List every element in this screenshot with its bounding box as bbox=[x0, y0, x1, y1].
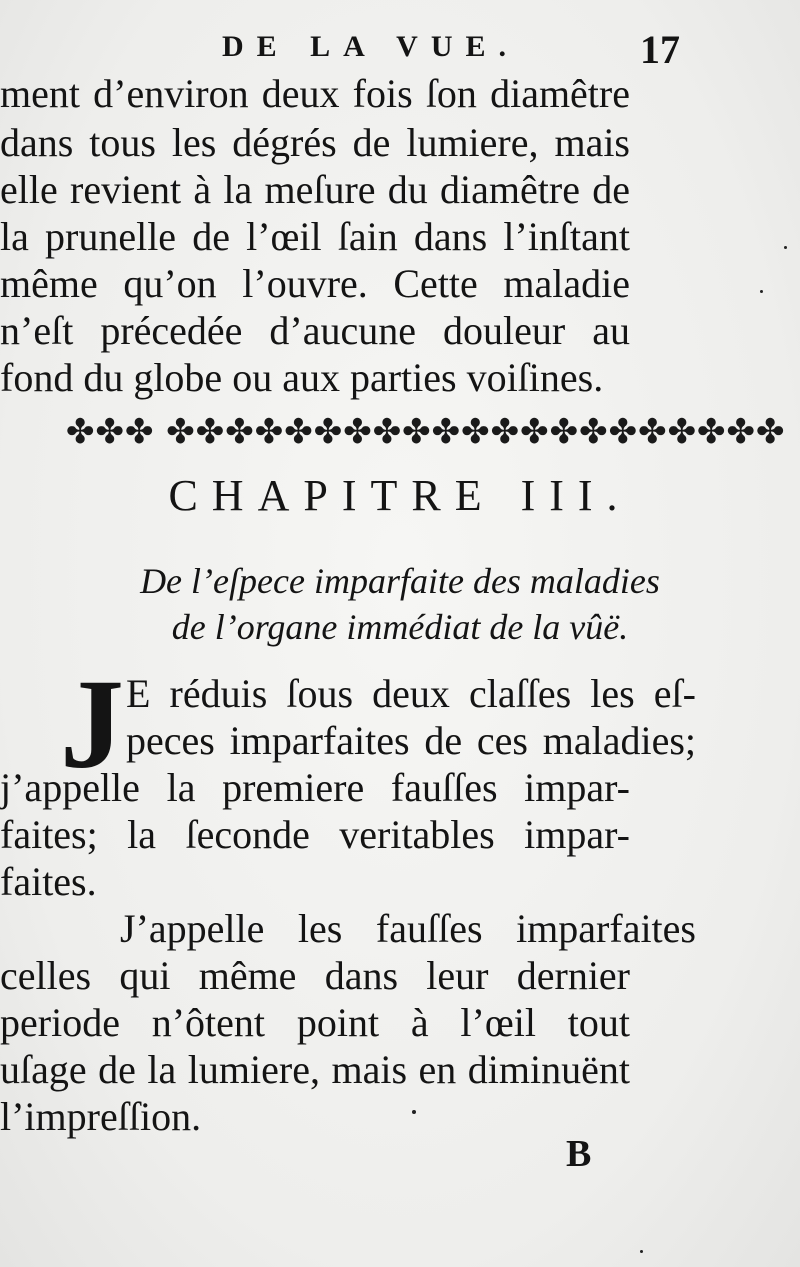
text-line: elle revient à la meſure du diamêtre de bbox=[0, 167, 630, 212]
print-speck bbox=[760, 290, 763, 293]
text-line: faites. bbox=[0, 859, 97, 904]
print-speck bbox=[640, 1250, 643, 1253]
text-line: j’appelle la premiere fauſſes impar- bbox=[0, 765, 630, 810]
text-line: peces imparfaites de ces maladies; bbox=[126, 718, 696, 763]
text-line: la prunelle de l’œil ſain dans l’inſtant bbox=[0, 214, 630, 259]
text-line: l’impreſſion. bbox=[0, 1094, 202, 1139]
signature-mark: B bbox=[566, 1133, 592, 1175]
text-line: même qu’on l’ouvre. Cette maladie bbox=[0, 261, 630, 306]
drop-cap: J bbox=[60, 653, 124, 795]
chapter-subtitle-line: de l’organe immédiat de la vûë. bbox=[171, 607, 629, 647]
text-line: uſage de la lumiere, mais en diminuënt bbox=[0, 1047, 630, 1092]
chapter-subtitle-line: De l’eſpece imparfaite des maladies bbox=[140, 561, 660, 601]
text-line: E réduis ſous deux claſſes les eſ- bbox=[126, 671, 696, 716]
chapter-title: CHAPITRE III. bbox=[168, 471, 632, 520]
text-line: dans tous les dégrés de lumiere, mais bbox=[0, 120, 630, 165]
text-line: J’appelle les fauſſes imparfaites bbox=[120, 906, 696, 951]
print-speck bbox=[412, 1110, 416, 1114]
running-title: DE LA VUE. bbox=[222, 30, 519, 63]
page-header bbox=[0, 26, 800, 72]
text-line: periode n’ôtent point à l’œil tout bbox=[0, 1000, 630, 1045]
page-number: 17 bbox=[640, 27, 680, 72]
text-line: faites; la ſeconde veritables impar- bbox=[0, 812, 630, 857]
ornament-band: ✤✤✤ ✤✤✤✤✤✤✤✤✤✤✤✤✤✤✤✤✤✤✤✤✤ bbox=[66, 412, 786, 452]
text-line: fond du globe ou aux parties voiſines. bbox=[0, 355, 604, 400]
text-line: ment d’environ deux fois ſon diamêtre bbox=[0, 71, 630, 116]
text-line: celles qui même dans leur dernier bbox=[0, 953, 630, 998]
text-line: n’eſt précedée d’aucune douleur au bbox=[0, 308, 630, 353]
print-speck bbox=[784, 246, 787, 249]
